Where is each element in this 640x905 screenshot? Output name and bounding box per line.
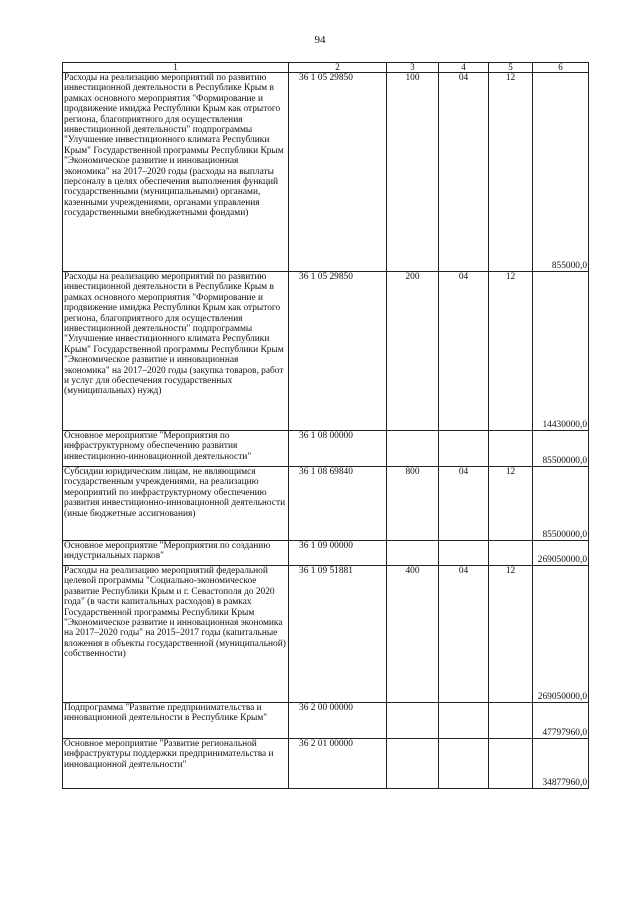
column-header: 6 — [533, 63, 589, 73]
row-expense-type: 100 — [387, 73, 439, 272]
row-amount: 269050000,0 — [533, 566, 589, 703]
row-expense-type: 400 — [387, 566, 439, 703]
row-subsection — [489, 541, 533, 566]
row-name: Расходы на реализацию мероприятий по развитию инвестиционной деятельности в Республике Крым в рамках основного мероприятия "Формирование и продвижение имиджа Республики Крым как отрытого региона, благоприятного для осуществления инвестиционной деятельности" подпрограммы "Улучшение инвестиционного климата Республики Крым" Государственной программы Республики Крым "Экономическое развитие и инновационная экономика" на 2017–2020 годы (закупка товаров, работ и услуг для обеспечения государственных (муниципальных) нужд) — [63, 272, 289, 431]
column-header: 2 — [289, 63, 387, 73]
row-subsection — [489, 739, 533, 789]
table-row — [63, 73, 589, 272]
row-section: 04 — [439, 272, 489, 431]
row-amount: 85500000,0 — [533, 467, 589, 541]
row-subsection — [489, 703, 533, 739]
row-expense-type — [387, 739, 439, 789]
row-expense-type: 200 — [387, 272, 439, 431]
row-expense-type — [387, 703, 439, 739]
row-subsection: 12 — [489, 272, 533, 431]
row-section: 04 — [439, 73, 489, 272]
table-header-row — [63, 63, 589, 73]
row-expense-type — [387, 541, 439, 566]
table-row — [63, 272, 589, 431]
row-code: 36 1 08 00000 — [289, 431, 387, 467]
row-code: 36 2 01 00000 — [289, 739, 387, 789]
row-name: Основное мероприятие "Развитие региональной инфраструктуры поддержки предпринимательства и инновационной деятельности" — [63, 739, 289, 789]
table-row — [63, 739, 589, 789]
table-row — [63, 431, 589, 467]
row-code: 36 2 00 00000 — [289, 703, 387, 739]
row-name: Расходы на реализацию мероприятий федеральной целевой программы "Социально-экономическое развитие Республики Крым и г. Севастополя до 2020 года" (в части капитальных расходов) в рамках Государственной программы Республики Крым "Экономическое развитие и инновационная экономика на 2017–2020 годы" на 2015–2017 годы (капитальные вложения в объекты государственной (муниципальной) собственности) — [63, 566, 289, 703]
budget-table — [62, 62, 589, 789]
row-amount: 34877960,0 — [533, 739, 589, 789]
row-amount: 85500000,0 — [533, 431, 589, 467]
row-expense-type — [387, 431, 439, 467]
row-subsection: 12 — [489, 467, 533, 541]
row-amount: 47797960,0 — [533, 703, 589, 739]
column-header: 1 — [63, 63, 289, 73]
row-section — [439, 739, 489, 789]
page-number: 94 — [314, 34, 326, 46]
row-name: Основное мероприятие "Мероприятия по инфраструктурному обеспечению развития инвестиционно-инновационной деятельности" — [63, 431, 289, 467]
row-code: 36 1 09 51881 — [289, 566, 387, 703]
row-expense-type: 800 — [387, 467, 439, 541]
table-row — [63, 703, 589, 739]
row-section — [439, 703, 489, 739]
row-code: 36 1 09 00000 — [289, 541, 387, 566]
row-subsection: 12 — [489, 73, 533, 272]
column-header: 4 — [439, 63, 489, 73]
row-section — [439, 541, 489, 566]
column-header: 3 — [387, 63, 439, 73]
row-section — [439, 431, 489, 467]
row-code: 36 1 08 69840 — [289, 467, 387, 541]
row-name: Основное мероприятие "Мероприятия по созданию индустриальных парков" — [63, 541, 289, 566]
row-section: 04 — [439, 467, 489, 541]
row-section: 04 — [439, 566, 489, 703]
row-name: Субсидии юридическим лицам, не являющимся государственным учреждениями, на реализацию мероприятий по инфраструктурному обеспечению развития инвестиционно-инновационной деятельности (иные бюджетные ассигнования) — [63, 467, 289, 541]
row-amount: 14430000,0 — [533, 272, 589, 431]
row-subsection: 12 — [489, 566, 533, 703]
table-row — [63, 541, 589, 566]
column-header: 5 — [489, 63, 533, 73]
row-subsection — [489, 431, 533, 467]
row-name: Подпрограмма "Развитие предпринимательства и инновационной деятельности в Республике Крым" — [63, 703, 289, 739]
row-code: 36 1 05 29850 — [289, 272, 387, 431]
table-row — [63, 467, 589, 541]
row-amount: 269050000,0 — [533, 541, 589, 566]
table-row — [63, 566, 589, 703]
row-code: 36 1 05 29850 — [289, 73, 387, 272]
row-name: Расходы на реализацию мероприятий по развитию инвестиционной деятельности в Республике Крым в рамках основного мероприятия "Формирование и продвижение имиджа Республики Крым как отрытого региона, благоприятного для осуществления инвестиционной деятельности" подпрограммы "Улучшение инвестиционного климата Республики Крым" Государственной программы Республики Крым "Экономическое развитие и инновационная экономика" на 2017–2020 годы (расходы на выплаты персоналу в целях обеспечения выполнения функций государственными (муниципальными) органами, казенными учреждениями, органами управления государственными внебюджетными фондами) — [63, 73, 289, 272]
row-amount: 855000,0 — [533, 73, 589, 272]
